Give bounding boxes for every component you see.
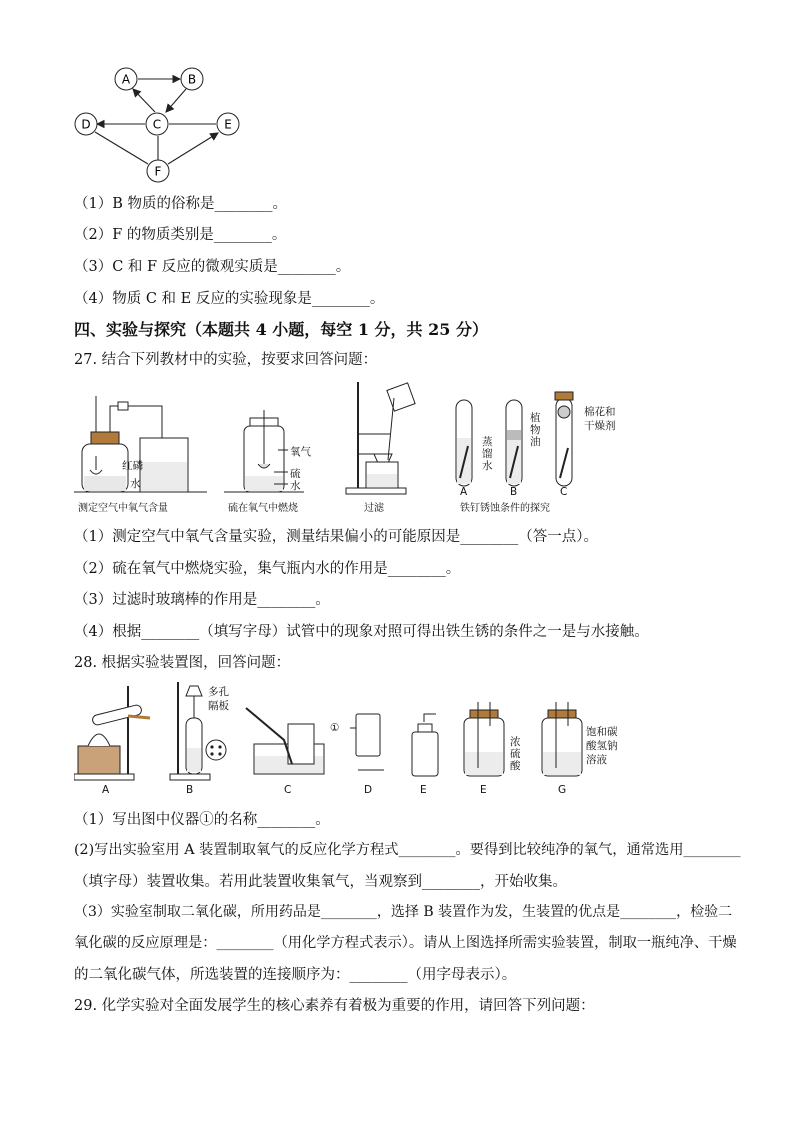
q28-stem: 28. 根据实验装置图，回答问题： [74,655,291,671]
apparatus-label-d: D [364,784,373,796]
q28-apparatus-drawing [74,678,634,782]
caption-oxygen-content: 测定空气中氧气含量 [78,503,168,514]
q26-part4: （4）物质 C 和 E 反应的实验现象是________。 [74,291,385,307]
label-instrument-1: ① [330,722,340,734]
q28-part2-line1: (2)写出实验室用 A 装置制取氧气的反应化学方程式________。要得到比较纯净的氧气，通常选用________ [74,842,741,858]
apparatus-label-g: G [558,784,567,796]
apparatus-label-e2: E [480,784,487,796]
label-red-phosphorus: 红磷 [122,460,143,472]
q28-part2-line2: （填字母）装置收集。若用此装置收集氧气，当观察到________，开始收集。 [74,874,567,890]
label-vegetable-oil: 植物油 [530,412,541,448]
q26-part1: （1）B 物质的俗称是________。 [74,196,287,212]
q27-part2: （2）硫在氧气中燃烧实验，集气瓶内水的作用是________。 [74,561,461,577]
apparatus-label-e1: E [420,784,427,796]
tube-label-c: C [560,486,568,498]
label-water-2: 水 [290,480,301,492]
node-b [181,68,203,90]
label-porous-plate-2: 隔板 [208,700,229,712]
q28-part1: （1）写出图中仪器①的名称________。 [74,812,330,828]
label-oxygen: 氧气 [290,446,311,458]
svg-text:A: A [121,72,131,87]
q29-stem: 29. 化学实验对全面发展学生的核心素养有着极为重要的作用，请回答下列问题： [74,998,595,1014]
caption-rust-conditions: 铁钉锈蚀条件的探究 [460,503,550,514]
node-a [115,68,137,90]
q27-figure [74,378,634,516]
label-cotton-desiccant-1: 棉花和 [584,406,616,418]
q28-part3-line2: 氧化碳的反应原理是：________（用化学方程式表示）。请从上图选择所需实验装置，制取一瓶纯净、干燥 [74,935,737,951]
label-cotton-desiccant-2: 干燥剂 [584,420,616,432]
q27-part1: （1）测定空气中氧气含量实验，测量结果偏小的可能原因是________（答一点）。 [74,529,598,545]
q27-part3: （3）过滤时玻璃棒的作用是________。 [74,592,330,608]
tube-label-a: A [460,486,468,498]
q26-part2: （2）F 的物质类别是________。 [74,227,287,243]
section-heading: 四、实验与探究（本题共 4 小题，每空 1 分，共 25 分） [74,320,488,339]
q27-apparatus-drawing [74,378,634,516]
edge-c-a [133,89,155,112]
node-d [75,113,97,135]
svg-text:D: D [81,117,91,132]
label-water: 水 [130,478,141,490]
label-sulfur: 硫 [290,468,301,480]
edge-b-c [166,89,186,112]
svg-text:F: F [154,164,162,179]
svg-text:C: C [152,117,162,132]
svg-text:E: E [224,117,232,132]
node-e [217,113,239,135]
apparatus-label-b: B [186,784,194,796]
caption-filtration: 过滤 [364,503,384,514]
edge-f-d [95,132,148,164]
label-nahco3-2: 酸氢钠 [586,740,618,752]
label-porous-plate-1: 多孔 [208,686,229,698]
apparatus-label-a: A [102,784,110,796]
label-conc-sulfuric-acid: 浓硫酸 [510,736,521,772]
q28-figure [74,678,634,798]
q27-part4: （4）根据________（填写字母）试管中的现象对照可得出铁生锈的条件之一是与水接触。 [74,624,649,640]
label-nahco3-1: 饱和碳 [586,726,618,738]
edge-f-e [168,133,218,164]
q26-part3: （3）C 和 F 反应的微观实质是________。 [74,259,351,275]
q27-stem: 27. 结合下列教材中的实验，按要求回答问题： [74,352,378,368]
tube-label-b: B [510,486,518,498]
apparatus-label-c: C [284,784,292,796]
node-f [147,160,169,182]
node-c [146,113,168,135]
substance-relation-diagram [66,60,256,190]
caption-sulfur-burning: 硫在氧气中燃烧 [228,503,298,514]
label-nahco3-3: 溶液 [586,754,607,766]
q28-part3-line3: 的二氧化碳气体，所选装置的连接顺序为：________（用字母表示）。 [74,967,517,983]
q28-part3-line1: （3）实验室制取二氧化碳，所用药品是________，选择 B 装置作为发，生装置的优点是________，检验二 [74,904,733,920]
svg-text:B: B [187,72,197,87]
label-distilled-water: 蒸馏水 [482,436,493,472]
